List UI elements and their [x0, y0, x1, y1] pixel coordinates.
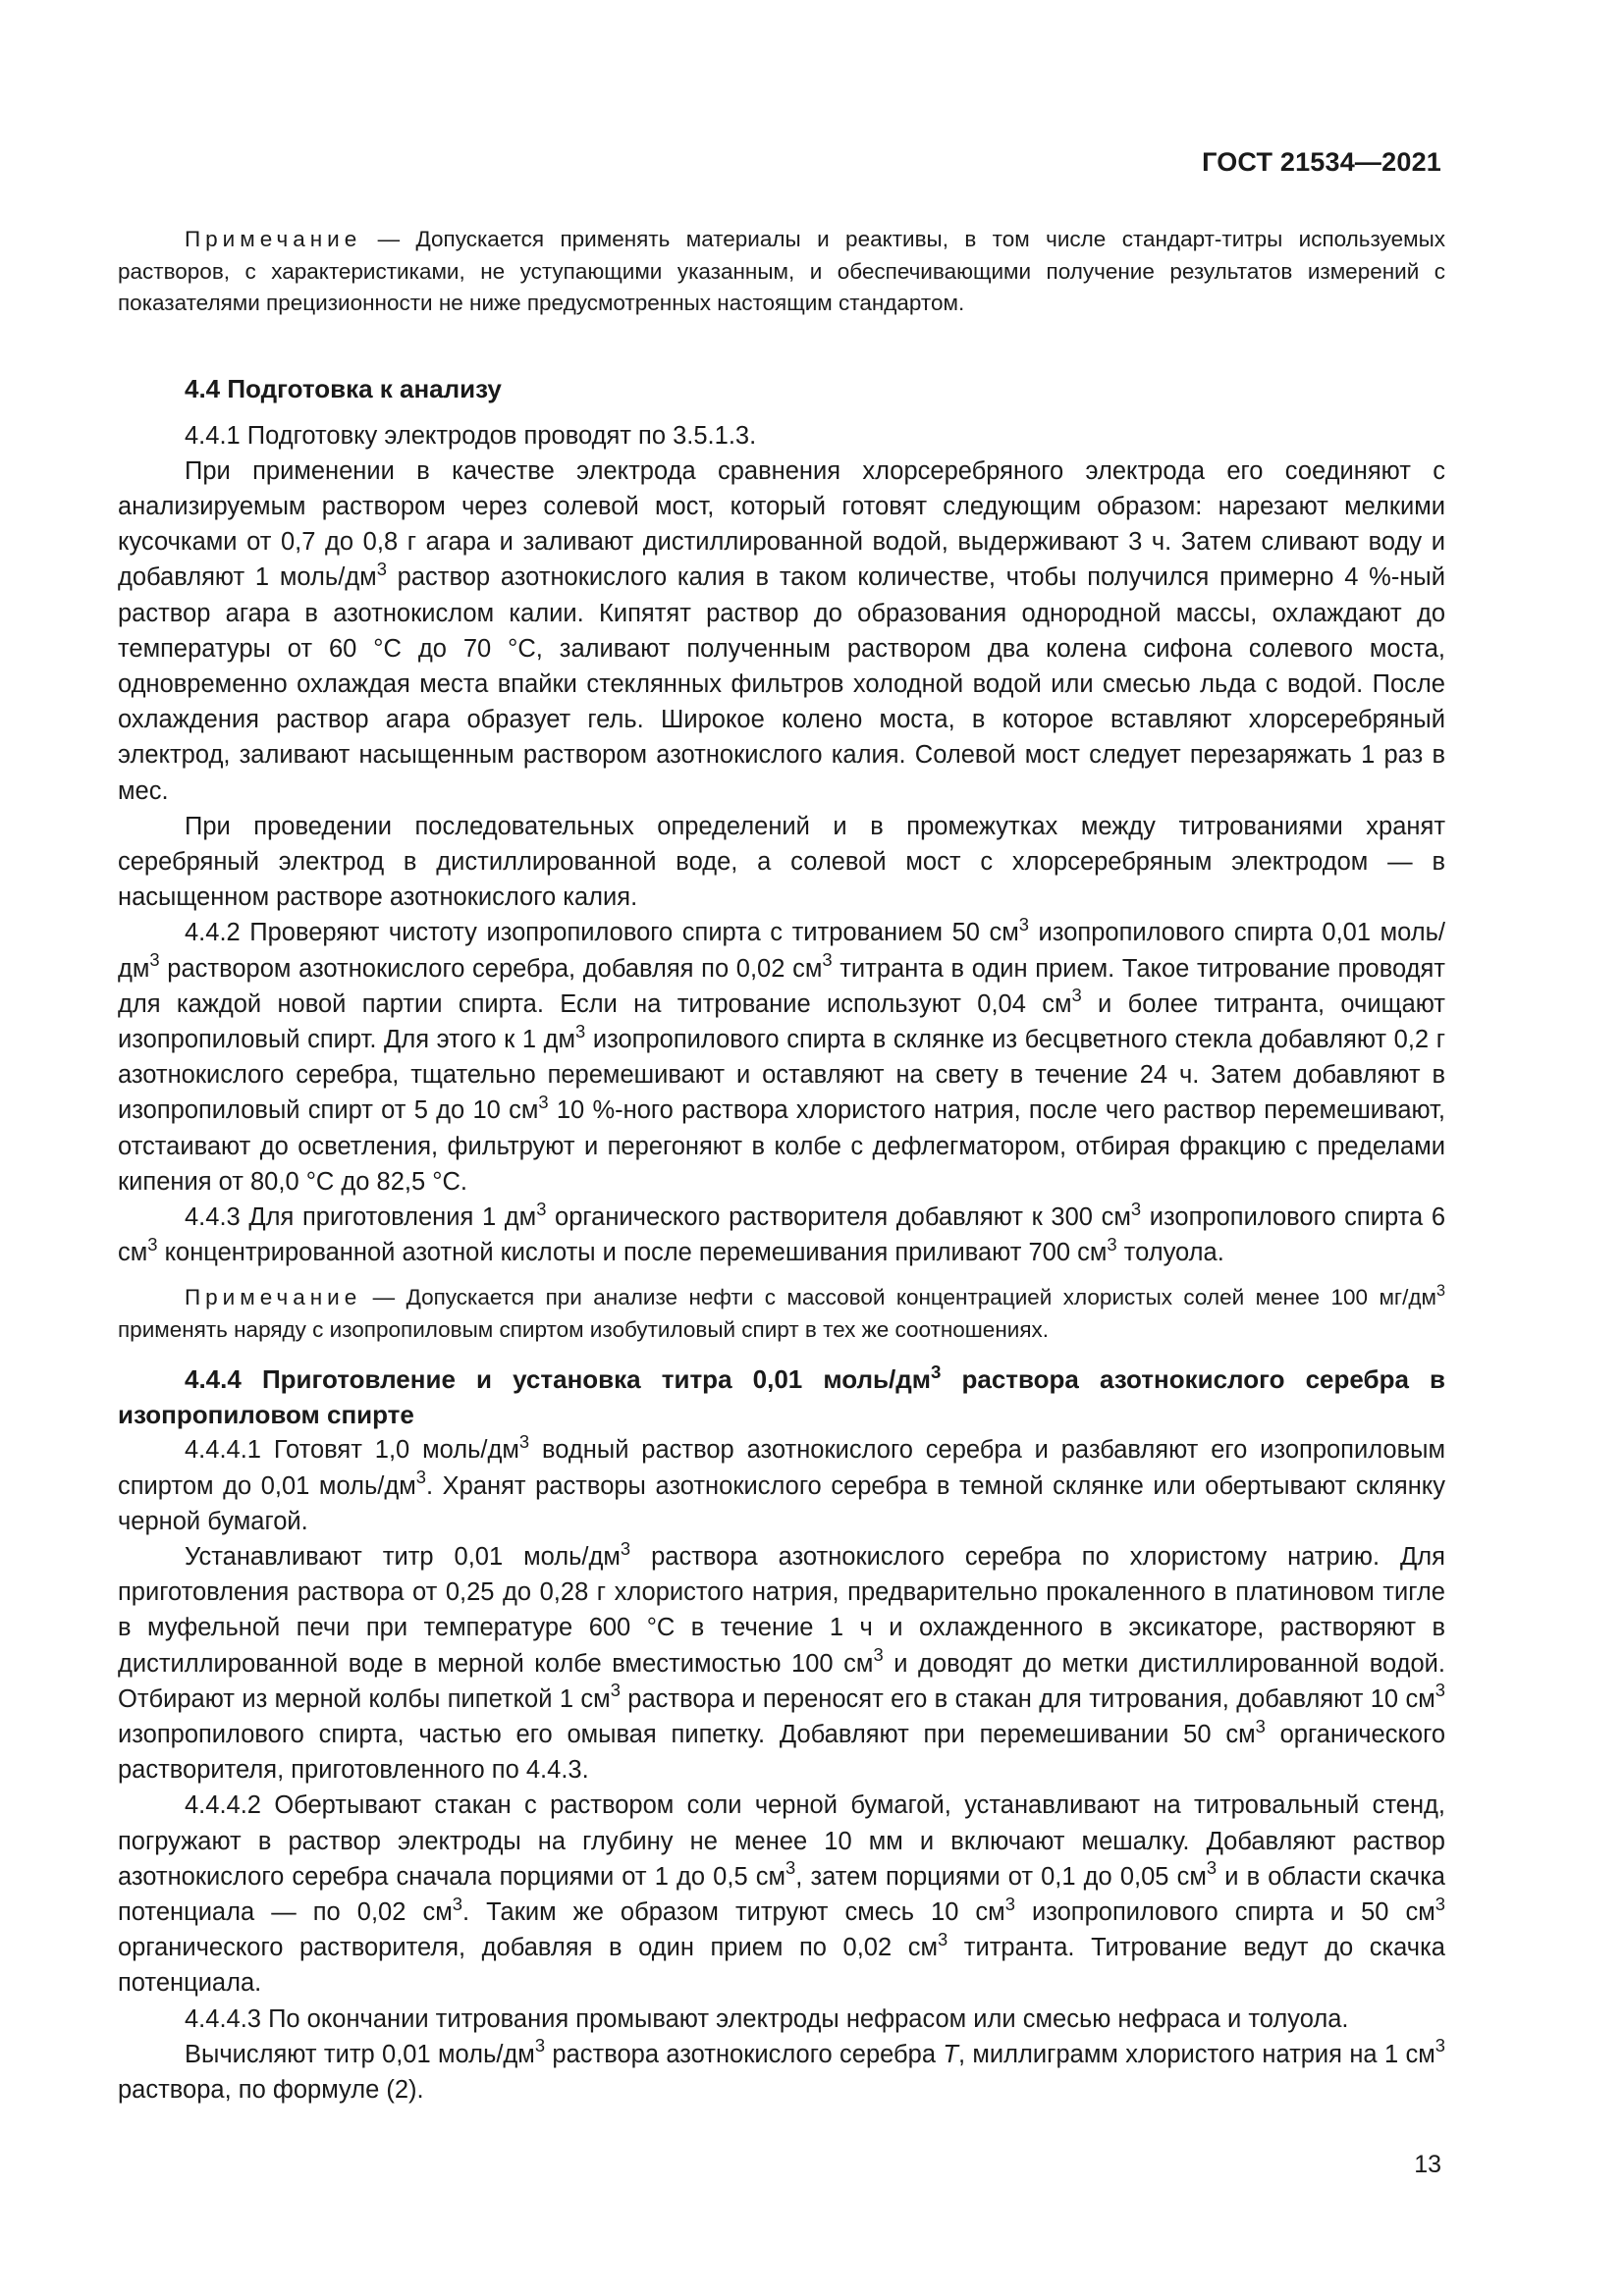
page-number: 13	[1414, 2151, 1441, 2178]
paragraph-4-4-4-3: 4.4.4.3 По окончании титрования промывают электроды нефрасом или смесью нефраса и толуола.	[185, 2004, 1349, 2033]
note-paragraph	[118, 224, 1445, 320]
note-label: Примечание	[185, 1285, 362, 1310]
paragraph-titer-setup: Устанавливают титр 0,01 моль/$дм^3$ раствора азотнокислого серебра по хлористому натрию. Для приготовления раствора от 0,25 до 0,28 г хлористого натрия, предварительно прокаленного в платиновом тигле в муфельной печи при температуре 600 °С в течение 1 ч и охлажденного в эксикаторе, растворяют в дистиллированной воде в мерной колбе вместимостью 100 $см^3$ и доводят до метки дистиллированной водой. Отбирают из мерной колбы пипеткой 1 $см^3$ раствора и переносят его в стакан для титрования, добавляют 10 $см^3$ изопропилового спирта, частью его омывая пипетку. Добавляют при перемешивании 50 $см^3$ органического растворителя, приготовленного по 4.4.3.	[118, 1537, 1446, 1785]
paragraph-salt-bridge: При применении в качестве электрода сравнения хлорсеребряного электрода его соединяют с анализируемым раствором через солевой мост, который готовят следующим образом: нарезают мелкими кусочками от 0,7 до 0,8 г агара и заливают дистиллированной водой, выдерживают 3 ч. Затем сливают воду и добавляют 1 моль/$дм^3$ раствор азотнокислого калия в таком количестве, чтобы получился примерно 4 %-ный раствор агара в азотнокислом калии. Кипятят раствор до образования однородной массы, охлаждают до температуры от 60 °С до 70 °С, заливают полученным раствором два колена сифона солевого моста, одновременно охлаждая места впайки стеклянных фильтров холодной водой или смесью льда с водой. После охлаждения раствор агара образует гель. Широкое колено моста, в которое вставляют хлорсеребряный электрод, заливают насыщенным раствором азотнокислого калия. Солевой мост следует перезаряжать 1 раз в мес.	[118, 456, 1445, 805]
paragraph-4-4-4-1: 4.4.4.1 Готовят 1,0 моль/$дм^3$ водный раствор азотнокислого серебра и разбавляют его изопропиловым спиртом до 0,01 моль/$дм^3$. Хранят растворы азотнокислого серебра в темной склянке или обертывают склянку черной бумагой.	[118, 1430, 1445, 1535]
note-paragraph: Примечание — Допускается при анализе нефти с массовой концентрацией хлористых солей менее 100 $мг/дм^3$ применять наряду с изопропиловым спиртом изобутиловый спирт в тех же соотношениях.	[118, 1282, 1445, 1342]
paragraph-electrode-storage: При проведении последовательных определений и в промежутках между титрованиями хранят серебряный электрод в дистиллированной воде, а солевой мост с хлорсеребряным электродом — в насыщенном растворе азотнокислого калия.	[118, 812, 1445, 912]
note-label: Примечание	[185, 227, 362, 251]
paragraph-4-4-1: 4.4.1 Подготовку электродов проводят по 3.5.1.3.	[185, 421, 757, 450]
paragraph-4-4-2: 4.4.2 Проверяют чистоту изопропилового спирта с титрованием 50 $см^3$ изопропилового спирта 0,01 моль/$дм^3$ раствором азотнокислого серебра, добавляя по 0,02 $см^3$ титранта в один прием. Такое титрование проводят для каждой новой партии спирта. Если на титрование используют 0,04 $см^3$ и более титранта, очищают изопропиловый спирт. Для этого к 1 $дм^3$ изопропилового спирта в склянке из бесцветного стекла добавляют 0,2 г азотнокислого серебра, тщательно перемешивают и оставляют на свету в течение 24 ч. Затем добавляют в изопропиловый спирт от 5 до 10 $см^3$ 10 %-ного раствора хлористого натрия, после чего раствор перемешивают, отстаивают до осветления, фильтруют и перегоняют в колбе с дефлегматором, отбирая фракцию с пределами кипения от 80,0 °С до 82,5 °С.	[118, 913, 1445, 1196]
standard-designation: ГОСТ 21534—2021	[1202, 147, 1441, 177]
paragraph-titer-formula: Вычисляют титр 0,01 моль/$дм^3$ раствора азотнокислого серебра T, миллиграмм хлористого натрия на 1 $см^3$ раствора, по формуле (2).	[118, 2035, 1445, 2105]
subsection-heading: 4.4.4 Приготовление и установка титра 0,01 моль/$дм^3$ раствора азотнокислого серебра в изопропиловом спирте	[118, 1361, 1446, 1430]
page-content	[118, 224, 1445, 2108]
note-text: — Допускается применять материалы и реактивы, в том числе стандарт-титры используемых растворов, с характеристиками, не уступающими указанным, и обеспечивающими получение результатов измерений с показателями прецизионности не ниже предусмотренных настоящим стандартом.	[118, 227, 1445, 315]
section-heading: 4.4 Подготовка к анализу	[185, 373, 502, 403]
variable-t: T	[943, 2040, 958, 2068]
paragraph-4-4-3: 4.4.3 Для приготовления 1 $дм^3$ органического растворителя добавляют к 300 $см^3$ изопропилового спирта 6 $см^3$ концентрированной азотной кислоты и после перемешивания приливают 700 $см^3$ толуола.	[118, 1198, 1445, 1267]
paragraph-4-4-4-2: 4.4.4.2 Обертывают стакан с раствором соли черной бумагой, устанавливают на титровальный стенд, погружают в раствор электроды на глубину не менее 10 мм и включают мешалку. Добавляют раствор азотнокислого серебра сначала порциями от 1 до 0,5 $см^3$, затем порциями от 0,1 до 0,05 $см^3$ и в области скачка потенциала — по 0,02 $см^3$. Таким же образом титруют смесь 10 $см^3$ изопропилового спирта и 50 $см^3$ органического растворителя, добавляя в один прием по 0,02 $см^3$ титранта. Титрование ведут до скачка потенциала.	[118, 1791, 1445, 1998]
